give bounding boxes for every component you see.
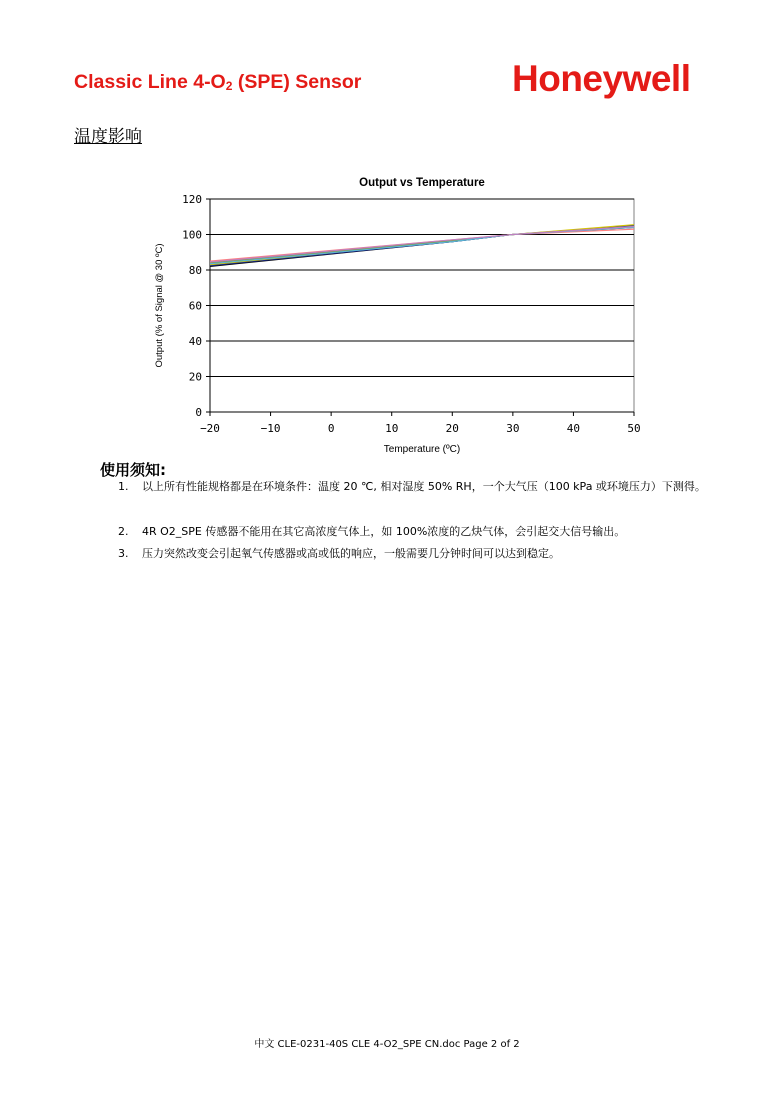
chart-title: Output vs Temperature — [359, 177, 485, 189]
y-tick-label: 120 — [182, 193, 202, 206]
y-tick-label: 20 — [188, 370, 202, 384]
title-subscript: 2 — [225, 79, 233, 93]
y-tick-label: 100 — [182, 228, 202, 242]
notes-heading: 使用须知: — [100, 461, 166, 479]
x-tick-label: 20 — [445, 422, 459, 435]
x-axis-label: Temperature (ºC) — [383, 444, 461, 455]
page-footer: 中文 CLE-0231-40S CLE 4-O2_SPE CN.doc Page 2 of 2 — [254, 1039, 520, 1050]
note-number: 3. — [118, 547, 129, 560]
title-rest: (SPE) Sensor — [232, 71, 362, 93]
document-title — [74, 71, 361, 94]
y-tick-label: 60 — [188, 299, 202, 313]
output-vs-temperature-chart — [150, 170, 650, 460]
note-text: 以上所有性能规格都是在环境条件：温度 20 ℃, 相对湿度 50% RH，一个大气压（100 kPa 或环境压力）下测得。 — [142, 480, 706, 493]
note-number: 1. — [118, 480, 129, 493]
x-tick-label: 30 — [506, 422, 520, 435]
x-tick-label: −20 — [200, 422, 220, 435]
section-heading: 温度影响 — [74, 127, 142, 147]
y-tick-label: 80 — [188, 264, 202, 277]
note-number: 2. — [118, 525, 129, 538]
y-tick-label: 0 — [195, 406, 202, 419]
x-tick-label: −10 — [260, 422, 281, 435]
y-axis-label: Output (% of Signal @ 30 ºC) — [154, 243, 165, 368]
note-text: 压力突然改变会引起氧气传感器或高或低的响应，一般需要几分钟时间可以达到稳定。 — [142, 547, 560, 560]
x-tick-label: 0 — [327, 422, 335, 435]
note-text: 4R O2_SPE 传感器不能用在其它高浓度气体上，如 100%浓度的乙炔气体，会引起交大信号输出。 — [142, 525, 626, 538]
x-tick-label: 10 — [385, 422, 399, 435]
y-tick-label: 40 — [188, 335, 202, 348]
honeywell-logo: Honeywell — [512, 58, 691, 99]
x-tick-label: 40 — [566, 422, 581, 435]
x-tick-label: 50 — [627, 422, 641, 435]
title-main: Classic Line 4-O — [74, 71, 226, 93]
